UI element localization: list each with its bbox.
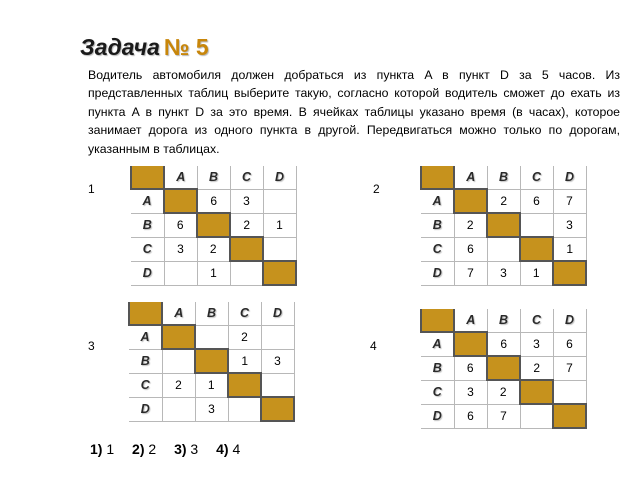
- table-corner-cell: [131, 166, 164, 189]
- time-cell: 7: [553, 356, 586, 380]
- diagonal-cell: [164, 189, 197, 213]
- time-cell: [261, 325, 294, 349]
- time-cell: 2: [162, 373, 195, 397]
- time-cell: 3: [520, 332, 553, 356]
- time-cell: [230, 261, 263, 285]
- time-cell: 3: [553, 213, 586, 237]
- distance-table-4: [420, 309, 587, 429]
- column-header: B: [487, 166, 520, 189]
- column-header: A: [454, 166, 487, 189]
- diagonal-cell: [228, 373, 261, 397]
- row-header: B: [129, 349, 162, 373]
- time-cell: 2: [520, 356, 553, 380]
- column-header: B: [197, 166, 230, 189]
- diagonal-cell: [553, 261, 586, 285]
- time-cell: 6: [520, 189, 553, 213]
- diagonal-cell: [162, 325, 195, 349]
- time-cell: [164, 261, 197, 285]
- table-row: [129, 349, 294, 373]
- time-cell: 1: [263, 213, 296, 237]
- time-cell: [520, 213, 553, 237]
- distance-table-3: [128, 302, 295, 422]
- table-3-label: 3: [88, 339, 95, 353]
- answer-option-value: 2: [148, 441, 157, 457]
- diagonal-cell: [454, 332, 487, 356]
- time-cell: 1: [553, 237, 586, 261]
- table-corner-cell: [421, 166, 454, 189]
- diagonal-cell: [197, 213, 230, 237]
- time-cell: [228, 397, 261, 421]
- column-header: A: [164, 166, 197, 189]
- table-row: [421, 237, 586, 261]
- time-cell: 6: [553, 332, 586, 356]
- row-header: D: [421, 404, 454, 428]
- answer-option-label: 3): [174, 441, 187, 457]
- table-row: [131, 237, 296, 261]
- time-cell: [263, 189, 296, 213]
- column-header: C: [230, 166, 263, 189]
- time-cell: 3: [487, 261, 520, 285]
- diagonal-cell: [263, 261, 296, 285]
- diagonal-cell: [195, 349, 228, 373]
- table-row: [421, 189, 586, 213]
- column-header: D: [263, 166, 296, 189]
- time-cell: 1: [195, 373, 228, 397]
- column-header: B: [195, 302, 228, 325]
- table-row: [129, 325, 294, 349]
- time-cell: [263, 237, 296, 261]
- table-row: [131, 213, 296, 237]
- table-row: [131, 261, 296, 285]
- answer-option-value: 1: [106, 441, 115, 457]
- time-cell: 2: [454, 213, 487, 237]
- time-cell: 1: [520, 261, 553, 285]
- time-cell: 1: [228, 349, 261, 373]
- time-cell: 3: [230, 189, 263, 213]
- time-cell: 3: [261, 349, 294, 373]
- time-cell: [261, 373, 294, 397]
- row-header: C: [129, 373, 162, 397]
- answer-option-2[interactable]: [132, 441, 156, 457]
- row-header: A: [421, 189, 454, 213]
- diagonal-cell: [261, 397, 294, 421]
- time-cell: 2: [487, 380, 520, 404]
- answer-option-value: 4: [232, 441, 241, 457]
- table-corner-cell: [421, 309, 454, 332]
- diagonal-cell: [230, 237, 263, 261]
- distance-table-2: [420, 166, 587, 286]
- time-cell: 7: [553, 189, 586, 213]
- time-cell: 6: [454, 237, 487, 261]
- column-header: B: [487, 309, 520, 332]
- diagonal-cell: [520, 380, 553, 404]
- time-cell: 6: [487, 332, 520, 356]
- column-header: D: [261, 302, 294, 325]
- table-1-label: 1: [88, 182, 95, 196]
- column-header: C: [520, 166, 553, 189]
- problem-text: Водитель автомобиля должен добраться из пункта A в пункт D за 5 часов. Из представленных таблиц выберите такую, согласно которой водитель сможет до ехать из пункта A в пункт D за это время. В ячейках таблицы указано время (в часах), которое занимает дорога из одного пункта в другой. Передвигаться можно только по дорогам, указанным в таблицах.: [88, 68, 620, 156]
- row-header: A: [129, 325, 162, 349]
- time-cell: 3: [164, 237, 197, 261]
- task-title: [80, 34, 209, 61]
- time-cell: [487, 237, 520, 261]
- answer-option-3[interactable]: [174, 441, 198, 457]
- table-4-label: 4: [370, 339, 377, 353]
- distance-table-1: [130, 166, 297, 286]
- time-cell: 2: [197, 237, 230, 261]
- time-cell: [162, 349, 195, 373]
- table-row: [129, 373, 294, 397]
- column-header: C: [520, 309, 553, 332]
- answer-option-1[interactable]: [90, 441, 114, 457]
- diagonal-cell: [520, 237, 553, 261]
- row-header: B: [421, 213, 454, 237]
- table-row: [421, 213, 586, 237]
- column-header: C: [228, 302, 261, 325]
- row-header: D: [131, 261, 164, 285]
- table-corner-cell: [129, 302, 162, 325]
- diagonal-cell: [487, 213, 520, 237]
- time-cell: [162, 397, 195, 421]
- task-title-word: Задача: [80, 34, 160, 60]
- row-header: C: [421, 237, 454, 261]
- table-row: [421, 332, 586, 356]
- table-row: [421, 380, 586, 404]
- row-header: C: [421, 380, 454, 404]
- row-header: B: [421, 356, 454, 380]
- row-header: D: [421, 261, 454, 285]
- answer-option-4[interactable]: [216, 441, 240, 457]
- row-header: A: [421, 332, 454, 356]
- answer-option-label: 4): [216, 441, 229, 457]
- table-row: [131, 189, 296, 213]
- answer-option-value: 3: [190, 441, 199, 457]
- column-header: A: [454, 309, 487, 332]
- answer-option-label: 2): [132, 441, 145, 457]
- time-cell: [553, 380, 586, 404]
- time-cell: 2: [230, 213, 263, 237]
- row-header: B: [131, 213, 164, 237]
- time-cell: 6: [164, 213, 197, 237]
- time-cell: 7: [487, 404, 520, 428]
- table-row: [129, 397, 294, 421]
- diagonal-cell: [553, 404, 586, 428]
- table-row: [421, 404, 586, 428]
- answer-options: [90, 441, 254, 457]
- row-header: D: [129, 397, 162, 421]
- time-cell: 2: [487, 189, 520, 213]
- time-cell: 7: [454, 261, 487, 285]
- time-cell: 6: [454, 356, 487, 380]
- table-row: [421, 261, 586, 285]
- task-number: № 5: [163, 34, 209, 60]
- column-header: D: [553, 309, 586, 332]
- time-cell: [195, 325, 228, 349]
- column-header: A: [162, 302, 195, 325]
- column-header: D: [553, 166, 586, 189]
- table-2-label: 2: [373, 182, 380, 196]
- time-cell: 3: [454, 380, 487, 404]
- time-cell: 2: [228, 325, 261, 349]
- row-header: C: [131, 237, 164, 261]
- row-header: A: [131, 189, 164, 213]
- diagonal-cell: [487, 356, 520, 380]
- time-cell: 6: [197, 189, 230, 213]
- answer-option-label: 1): [90, 441, 103, 457]
- time-cell: 3: [195, 397, 228, 421]
- time-cell: 1: [197, 261, 230, 285]
- table-row: [421, 356, 586, 380]
- time-cell: [520, 404, 553, 428]
- diagonal-cell: [454, 189, 487, 213]
- time-cell: 6: [454, 404, 487, 428]
